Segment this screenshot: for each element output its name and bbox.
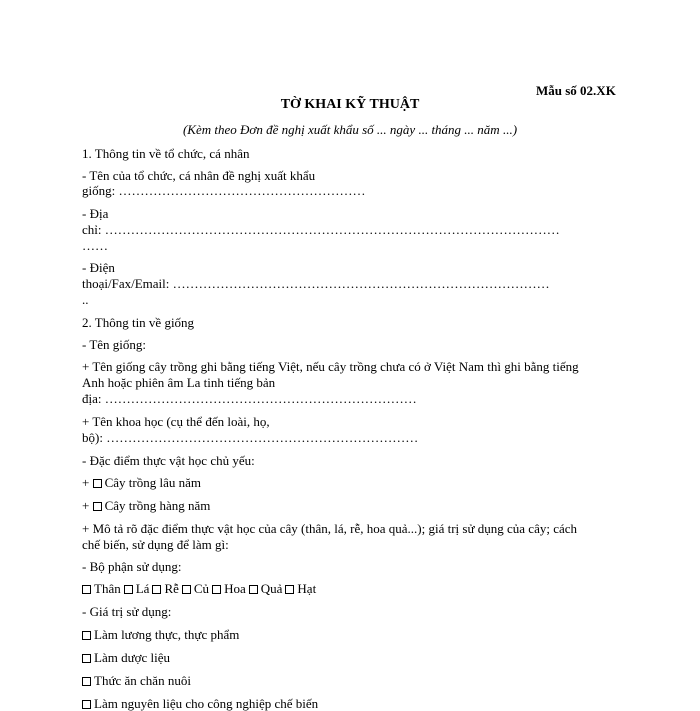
food-checkbox[interactable]: [82, 631, 91, 640]
food-label: Làm lương thực, thực phẩm: [94, 627, 240, 642]
plant-part-checkbox[interactable]: [249, 585, 258, 594]
plant-part-label: Quả: [260, 581, 283, 596]
section-1-heading: 1. Thông tin về tổ chức, cá nhân: [82, 146, 250, 161]
org-name-label: - Tên của tổ chức, cá nhân đề nghị xuất khẩu: [82, 168, 316, 183]
plant-part-label: Thân: [94, 581, 121, 596]
medicine-option: [82, 650, 170, 665]
document-title: TỜ KHAI KỸ THUẬT: [280, 97, 420, 112]
annual-option: + Cây trồng hàng năm: [82, 498, 211, 513]
plant-part-label: Lá: [135, 581, 150, 596]
annual-label: Cây trồng hàng năm: [104, 498, 211, 513]
parts-used-heading: - Bộ phận sử dụng:: [82, 559, 182, 574]
address-field: chỉ: ……………………………………………………………………………………………: [82, 222, 560, 237]
plant-parts-row: [82, 581, 319, 596]
viet-name-line-2: Anh hoặc phiên âm La tinh tiếng bản: [82, 375, 276, 390]
perennial-option: + Cây trồng lâu năm: [82, 475, 201, 490]
botanical-heading: - Đặc điểm thực vật học chủ yếu:: [82, 453, 255, 468]
plant-part-label: Rễ: [164, 581, 179, 596]
feed-checkbox[interactable]: [82, 677, 91, 686]
industry-option: [82, 696, 318, 711]
medicine-label: Làm dược liệu: [94, 650, 171, 665]
describe-line-1: + Mô tả rõ đặc điểm thực vật học của cây (thân, lá, rễ, hoa quả...); giá trị sử dụng của cây; cách: [82, 521, 578, 536]
perennial-label: Cây trồng lâu năm: [104, 475, 201, 490]
plant-part-checkbox[interactable]: [182, 585, 191, 594]
viet-name-line-1: + Tên giống cây trồng ghi bằng tiếng Việt, nếu cây trồng chưa có ở Việt Nam thì ghi bằng tiếng: [82, 359, 579, 374]
plant-part-label: Hoa: [224, 581, 246, 596]
section-2-heading: 2. Thông tin về giống: [82, 315, 195, 330]
document-subtitle: (Kèm theo Đơn đề nghị xuất khẩu số ... ngày ... tháng ... năm ...): [182, 122, 518, 137]
plant-part-checkbox[interactable]: [124, 585, 133, 594]
plant-part-checkbox[interactable]: [82, 585, 91, 594]
org-name-field: giống: …………………………………………………: [82, 183, 366, 198]
plant-part-checkbox[interactable]: [152, 585, 161, 594]
value-used-heading: - Giá trị sử dụng:: [82, 604, 172, 619]
plant-part-label: Củ: [193, 581, 210, 596]
form-number: Mẫu số 02.XK: [536, 83, 616, 98]
sci-name-label: + Tên khoa học (cụ thể đến loài, họ,: [82, 414, 270, 429]
feed-label: Thức ăn chăn nuôi: [94, 673, 191, 688]
feed-option: [82, 673, 191, 688]
address-label: - Địa: [82, 206, 109, 221]
plant-part-checkbox[interactable]: [285, 585, 294, 594]
describe-line-2: chế biến, sử dụng để làm gì:: [82, 537, 229, 552]
perennial-checkbox[interactable]: [93, 479, 102, 488]
viet-name-field: địa: ………………………………………………………………: [82, 391, 417, 406]
plant-part-checkbox[interactable]: [212, 585, 221, 594]
industry-label: Làm nguyên liệu cho công nghiệp chế biến: [94, 696, 319, 711]
phone-field-cont: ..: [82, 292, 89, 307]
annual-checkbox[interactable]: [93, 502, 102, 511]
variety-name-label: - Tên giống:: [82, 337, 147, 352]
food-option: [82, 627, 239, 642]
plant-part-label: Hạt: [297, 581, 317, 596]
phone-field: thoại/Fax/Email: ……………………………………………………………………………: [82, 276, 550, 291]
industry-checkbox[interactable]: [82, 700, 91, 709]
sci-name-field: bộ): ………………………………………………………………: [82, 430, 419, 445]
address-field-cont: ……: [82, 238, 108, 253]
phone-label: - Điện: [82, 260, 115, 275]
medicine-checkbox[interactable]: [82, 654, 91, 663]
